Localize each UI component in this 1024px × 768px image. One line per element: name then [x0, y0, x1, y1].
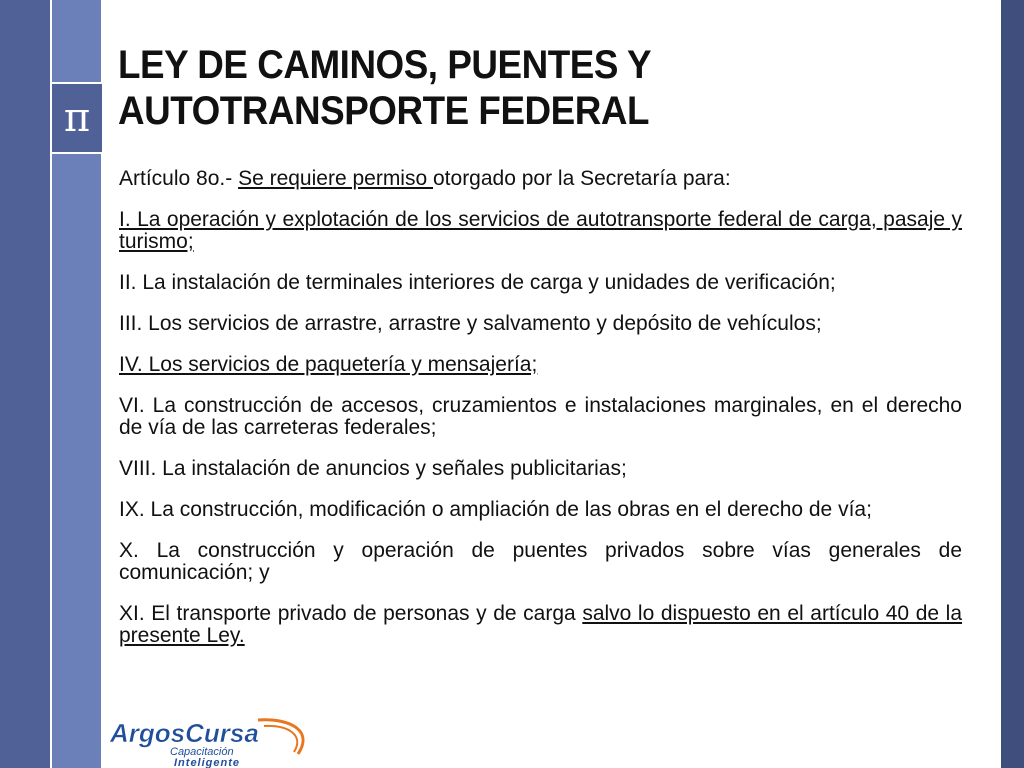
- logo-name: ArgosCursa: [110, 718, 259, 748]
- item-iii: III. Los servicios de arrastre, arrastre y salvamento y depósito de vehículos;: [119, 312, 822, 335]
- title-line-1: LEY DE CAMINOS, PUENTES Y: [118, 43, 652, 87]
- item-iv: IV. Los servicios de paquetería y mensajería;: [119, 353, 538, 376]
- logo-tagline-2: Inteligente: [174, 757, 241, 768]
- item-ii: II. La instalación de terminales interiores de carga y unidades de verificación;: [119, 271, 836, 294]
- left-band-dark: [0, 0, 52, 768]
- slide-title: [118, 42, 909, 134]
- argoscursa-logo: [108, 712, 318, 768]
- title-line-2: AUTOTRANSPORTE FEDERAL: [118, 89, 649, 133]
- article-emphasis: Se requiere permiso: [238, 167, 433, 190]
- right-band: [1001, 0, 1024, 768]
- article-prefix: Artículo 8o.-: [119, 167, 239, 190]
- item-ix: IX. La construcción, modificación o ampliación de las obras en el derecho de vía;: [119, 498, 872, 521]
- article-body: [119, 168, 962, 666]
- pi-icon: [52, 82, 102, 154]
- logo-graphic: [108, 712, 318, 768]
- item-xi-text: XI. El transporte privado de personas y de carga: [119, 602, 583, 625]
- item-vi: VI. La construcción de accesos, cruzamientos e instalaciones marginales, en el derecho de vía de las carreteras federales;: [119, 394, 962, 439]
- item-viii: VIII. La instalación de anuncios y señales publicitarias;: [119, 457, 627, 480]
- logo-tagline-1: Capacitación: [170, 746, 234, 758]
- item-i: I. La operación y explotación de los servicios de autotransporte federal de carga, pasaje y turismo;: [119, 208, 962, 253]
- pi-symbol: π: [63, 95, 91, 141]
- article-intro: [119, 168, 962, 190]
- item-xi: [119, 603, 962, 647]
- article-suffix: otorgado por la Secretaría para:: [433, 167, 731, 190]
- item-x: X. La construcción y operación de puentes privados sobre vías generales de comunicación; y: [119, 539, 962, 584]
- item-xi-emphasis: salvo lo dispuesto en el artículo 40 de la presente Ley.: [119, 602, 963, 647]
